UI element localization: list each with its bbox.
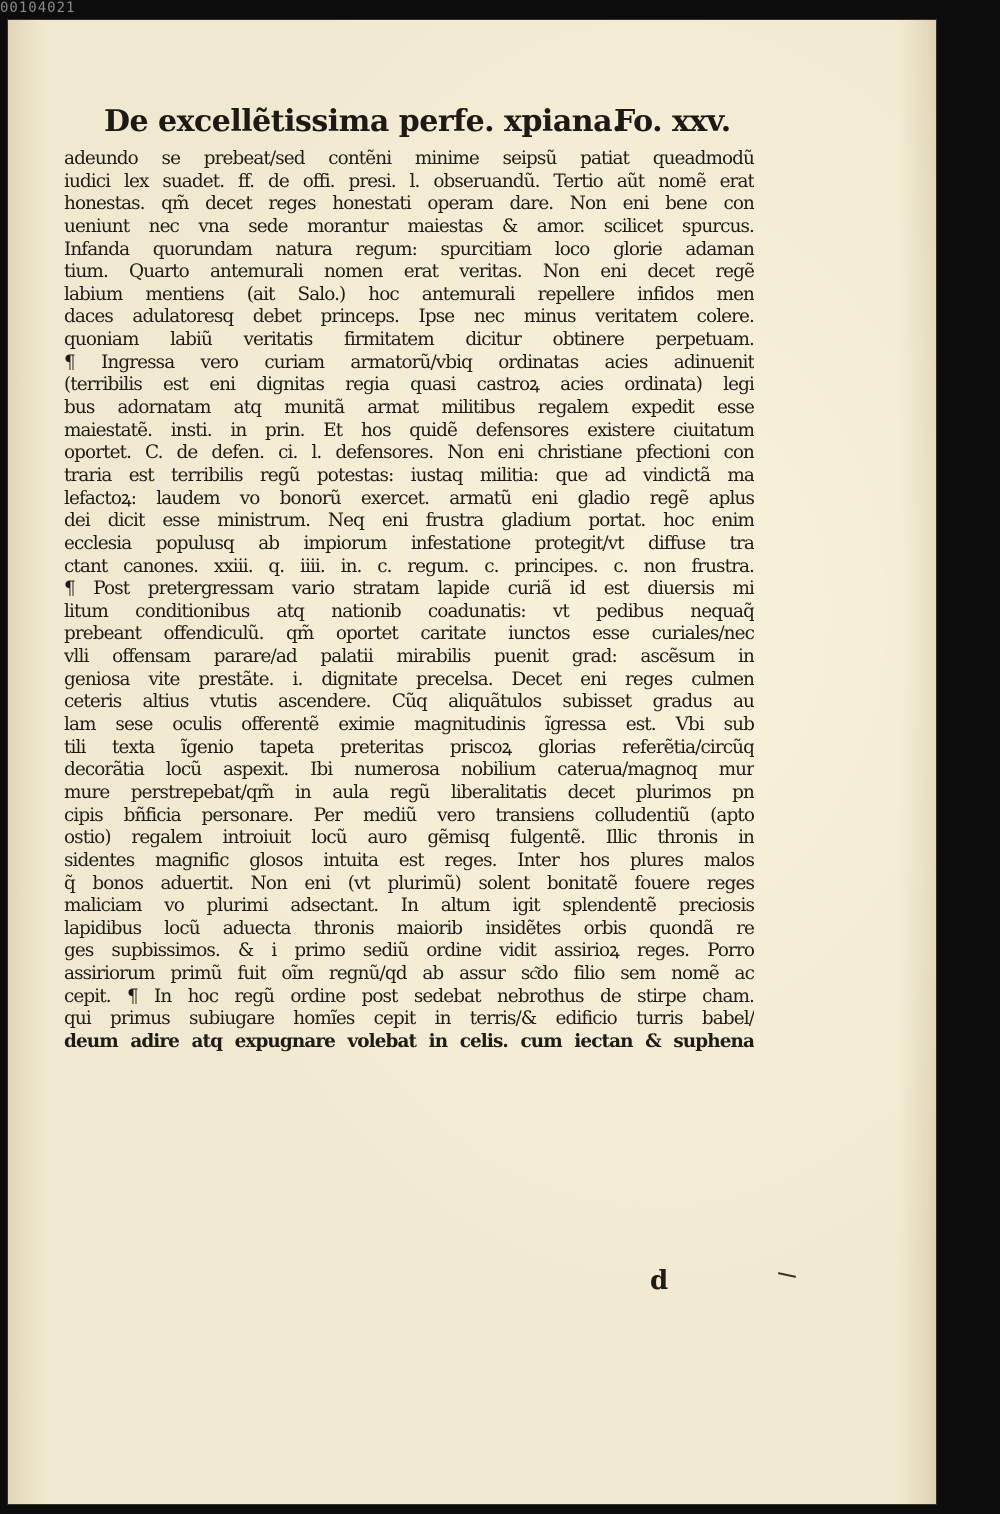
text-line: vlli offensam parare/ad palatii mirabilis puenit grad: ascẽsum in [64, 646, 754, 668]
text-line: q̃ bonos aduertit. Non eni (vt plurimũ) solent bonitatẽ fouere reges [64, 872, 754, 894]
text-line: assiriorum primũ fuit oĩm regnũ/qd ab assur sc͂do filio sem nomẽ ac [64, 963, 754, 985]
text-line: iudici lex suadet. ff. de offi. presi. l. obseruandũ. Tertio aũt nomẽ erat [64, 170, 754, 192]
text-line: ¶ Ingressa vero curiam armatorũ/vbiq ordinatas acies adinuenit [64, 351, 754, 373]
text-line: cepit. ¶ In hoc regũ ordine post sedebat nebrothus de stirpe cham. [64, 985, 754, 1007]
text-line: qui primus subiugare homĩes cepit in terris/& edificio turris babel/ [64, 1008, 754, 1030]
text-line: mure perstrepebat/qm̃ in aula regũ liberalitatis decet plurimos pn [64, 781, 754, 803]
text-line: decorãtia locũ aspexit. Ibi numerosa nobilium caterua/magnoq mur [64, 759, 754, 781]
text-line: bus adornatam atq munitã armat militibus regalem expedit esse [64, 397, 754, 419]
text-line: lapidibus locũ aduecta thronis maiorib insidẽtes orbis quondã re [64, 917, 754, 939]
book-page [8, 20, 936, 1504]
text-line: labium mentiens (ait Salo.) hoc antemurali repellere infidos men [64, 283, 754, 305]
text-line: litum conditionibus atq nationib coadunatis: vt pedibus nequaq̃ [64, 600, 754, 622]
margin-mark [778, 1272, 796, 1278]
running-head [104, 104, 784, 154]
text-line: honestas. qm̃ decet reges honestati operam dare. Non eni bene con [64, 193, 754, 215]
text-line: deum adire atq expugnare volebat in celis. cum iectan & suphena [64, 1030, 754, 1052]
text-line: dei dicit esse ministrum. Neq eni frustra gladium portat. hoc enim [64, 510, 754, 532]
text-line: maiestatẽ. insti. in prin. Et hos quidẽ defensores existere ciuitatum [64, 419, 754, 441]
text-line: quoniam labiũ veritatis firmitatem dicitur obtinere perpetuam. [64, 329, 754, 351]
text-line: ueniunt nec vna sede morantur maiestas & amor. scilicet spurcus. [64, 215, 754, 237]
text-line: maliciam vo plurimi adsectant. In altum igit splendentẽ preciosis [64, 895, 754, 917]
text-line: ¶ Post pretergressam vario stratam lapide curiã id est diuersis mi [64, 578, 754, 600]
text-line: lefactoꝝ: laudem vo bonorũ exercet. armatũ eni gladio regẽ aplus [64, 487, 754, 509]
text-line: daces adulatoresq debet princeps. Ipse nec minus veritatem colere. [64, 306, 754, 328]
text-line: ceteris altius vtutis ascendere. Cũq aliquãtulos subisset gradus au [64, 691, 754, 713]
text-line: tili texta ĩgenio tapeta preteritas priscoꝝ glorias referẽtia/circũq [64, 736, 754, 758]
signature-mark: d [650, 1266, 669, 1296]
running-head-title: De excellẽtissima perfe. xpiana. [104, 104, 622, 139]
text-line: traria est terribilis regũ potestas: iustaq militia: que ad vindictã ma [64, 464, 754, 486]
text-line: ecclesia populusq ab impiorum infestatione protegit/vt diffuse tra [64, 532, 754, 554]
text-line: adeundo se prebeat/sed contẽni minime seipsũ patiat queadmodũ [64, 148, 754, 169]
text-line: (terribilis est eni dignitas regia quasi castroꝝ acies ordinata) legi [64, 374, 754, 396]
text-line: oportet. C. de defen. ci. l. defensores. Non eni christiane pfectioni con [64, 442, 754, 464]
scan-id-label: 00104021 [0, 0, 76, 16]
text-line: prebeant offendiculũ. qm̃ oportet caritate iunctos esse curiales/nec [64, 623, 754, 645]
text-line: ostio) regalem introiuit locũ auro gẽmisq fulgentẽ. Illic thronis in [64, 827, 754, 849]
text-line: ctant canones. xxiii. q. iiii. in. c. regum. c. principes. c. non frustra. [64, 555, 754, 577]
main-text-column [64, 148, 784, 1054]
text-line: geniosa vite prestãte. i. dignitate precelsa. Decet eni reges culmen [64, 668, 754, 690]
text-line: lam sese oculis offerentẽ eximie magnitudinis ĩgressa est. Vbi sub [64, 714, 754, 736]
text-line: ges supbissimos. & i primo sediũ ordine vidit assirioꝝ reges. Porro [64, 940, 754, 962]
text-line: Infanda quorundam natura regum: spurcitiam loco glorie adaman [64, 238, 754, 260]
text-line: cipis bñficia personare. Per mediũ vero transiens colludentiũ (apto [64, 804, 754, 826]
folio-number: Fo. xxv. [614, 104, 731, 139]
text-line: sidentes magnific glosos intuita est reges. Inter hos plures malos [64, 849, 754, 871]
text-line: tium. Quarto antemurali nomen erat veritas. Non eni decet regẽ [64, 261, 754, 283]
